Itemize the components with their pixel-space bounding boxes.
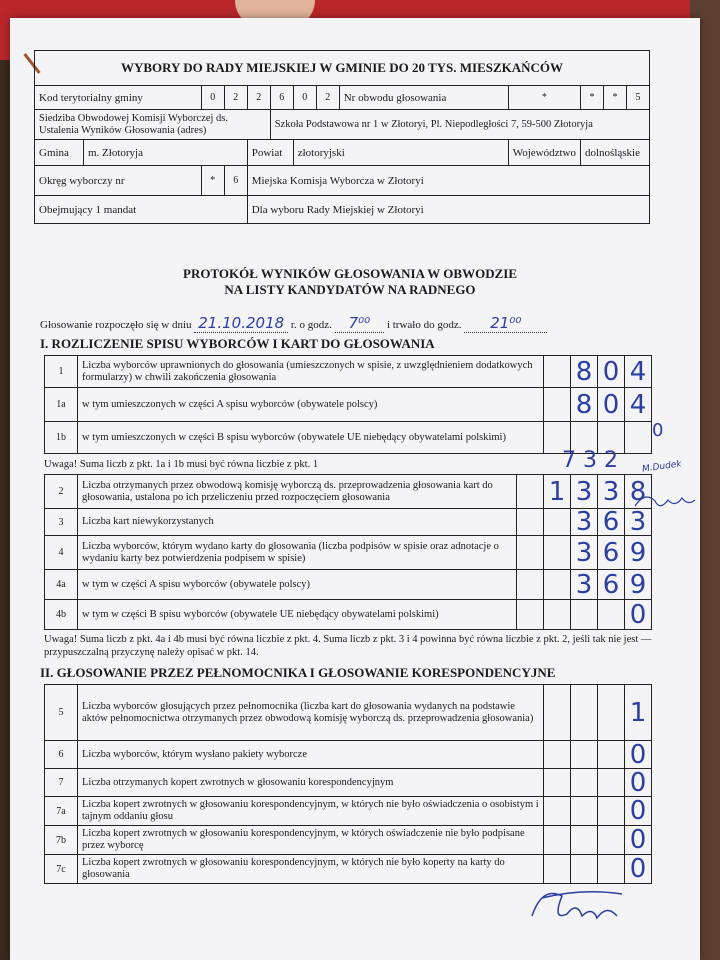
digit-box <box>544 509 571 536</box>
section2-title: II. GŁOSOWANIE PRZEZ PEŁNOMOCNIKA I GŁOSOWANIE KORESPONDENCYJNE <box>40 665 556 680</box>
digit-box <box>517 536 544 570</box>
election-title: WYBORY DO RADY MIEJSKIEJ W GMINIE DO 20 TYS. MIESZKAŃCÓW <box>35 51 650 86</box>
table-row <box>45 570 652 600</box>
digit-box: 3 <box>571 536 598 570</box>
start-prefix: Głosowanie rozpoczęło się w dniu <box>40 319 192 331</box>
digit-box: 8 <box>625 475 652 509</box>
row-number: 7a <box>45 797 78 826</box>
digit-box: 3 <box>571 509 598 536</box>
row-description: Liczba wyborców głosujących przez pełnomocnika (liczba kart do głosowania wydanych na podstawie aktów pełnomocnictwa otrzymanych przez obwodową komisję wyborczą ds. przeprowadzenia głosowania) <box>78 685 544 741</box>
row-number: 2 <box>45 475 78 509</box>
digit-box: 3 <box>598 475 625 509</box>
digit-box <box>544 388 571 422</box>
digit-box: 3 <box>571 570 598 600</box>
table-row <box>45 769 652 797</box>
table-row <box>45 388 652 422</box>
date-handwritten: 21.10.2018 <box>194 314 288 333</box>
wojewodztwo-label: Województwo <box>508 140 580 166</box>
voting-time-line <box>40 314 547 332</box>
digit-box <box>544 570 571 600</box>
digit-box <box>544 600 571 630</box>
protocol-title-line2: NA LISTY KANDYDATÓW NA RADNEGO <box>224 282 476 297</box>
digit-box: 6 <box>598 570 625 600</box>
digit-box: 6 <box>598 536 625 570</box>
digit-box <box>544 769 571 797</box>
digit-box: 6 <box>598 509 625 536</box>
okreg-label: Okręg wyborczy nr <box>35 166 202 196</box>
digit-box: 0 <box>625 769 652 797</box>
digit-box <box>544 826 571 855</box>
kod-label: Kod terytorialny gminy <box>35 86 202 110</box>
kod-digit: 0 <box>293 86 316 110</box>
siedziba-label: Siedziba Obwodowej Komisji Wyborczej ds. Ustalenia Wyników Głosowania (adres) <box>35 110 271 140</box>
table-row <box>45 826 652 855</box>
okreg-star: * <box>201 166 224 196</box>
digit-box: 8 <box>571 356 598 388</box>
side-zero-handwritten: 0 <box>652 420 664 441</box>
section1-table-a <box>44 355 652 454</box>
powiat-value: złotoryjski <box>293 140 508 166</box>
digit-box <box>544 741 571 769</box>
digit-box <box>517 509 544 536</box>
digit-box <box>517 570 544 600</box>
note-2: Uwaga! Suma liczb z pkt. 4a i 4b musi być równa liczbie z pkt. 4. Suma liczb z pkt. 3 i 4 powinna być równa liczbie z pkt. 2, jeśli tak nie jest — przypuszczalną przyczynę należy opisać w pkt. 14. <box>44 634 652 658</box>
digit-box <box>544 797 571 826</box>
digit-box: 4 <box>625 356 652 388</box>
table-row <box>45 422 652 454</box>
row-description: Liczba wyborców uprawnionych do głosowania (umieszczonych w spisie, z uwzględnieniem dodatkowych formularzy) w chwili zakończenia głosowania <box>78 356 544 388</box>
digit-box: 9 <box>625 536 652 570</box>
row-number: 7c <box>45 855 78 884</box>
table-row <box>45 741 652 769</box>
mandat-label: Obejmujący 1 mandat <box>35 196 248 224</box>
okreg-value: Miejska Komisja Wyborcza w Złotoryi <box>247 166 649 196</box>
mandat-value: Dla wyboru Rady Miejskiej w Złotoryi <box>247 196 649 224</box>
row-number: 1a <box>45 388 78 422</box>
digit-box <box>517 600 544 630</box>
digit-box: 1 <box>625 685 652 741</box>
row-number: 4a <box>45 570 78 600</box>
row-description: Liczba otrzymanych kopert zwrotnych w głosowaniu korespondencyjnym <box>78 769 544 797</box>
wojewodztwo-value: dolnośląskie <box>581 140 650 166</box>
obwod-digit: * <box>508 86 580 110</box>
row-number: 1b <box>45 422 78 454</box>
row-description: Liczba kopert zwrotnych w głosowaniu korespondencyjnym, w których nie było koperty na karty do głosowania <box>78 855 544 884</box>
end-time-handwritten: 21⁰⁰ <box>464 314 547 333</box>
table-row <box>45 475 652 509</box>
row-description: w tym umieszczonych w części B spisu wyborców (obywatele UE niebędący obywatelami polskimi) <box>78 422 544 454</box>
row-number: 7b <box>45 826 78 855</box>
table-row <box>45 536 652 570</box>
note-1: Uwaga! Suma liczb z pkt. 1a i 1b musi być równa liczbie z pkt. 1 <box>44 459 319 470</box>
kod-digit: 0 <box>201 86 224 110</box>
gmina-value: m. Złotoryja <box>84 140 248 166</box>
digit-box <box>571 741 598 769</box>
row-description: Liczba wyborców, którym wydano karty do głosowania (liczba podpisów w spisie oraz adnotacje o wydaniu karty bez potwierdzenia podpisem w spisie) <box>78 536 517 570</box>
kod-digit: 2 <box>316 86 339 110</box>
section1-title: I. ROZLICZENIE SPISU WYBORCÓW I KART DO GŁOSOWANIA <box>40 336 435 351</box>
digit-box <box>571 769 598 797</box>
digit-box: 9 <box>625 570 652 600</box>
protocol-sheet <box>10 18 700 960</box>
table-row <box>45 509 652 536</box>
row-number: 6 <box>45 741 78 769</box>
digit-box <box>571 797 598 826</box>
obwod-label: Nr obwodu głosowania <box>339 86 508 110</box>
section1-table-b <box>44 474 652 630</box>
row-number: 7 <box>45 769 78 797</box>
row-description: w tym w części B spisu wyborców (obywatele UE niebędący obywatelami polskimi) <box>78 600 517 630</box>
digit-box: 0 <box>598 388 625 422</box>
row-number: 1 <box>45 356 78 388</box>
row-number: 3 <box>45 509 78 536</box>
margin-initials-handwritten: M.Dudek <box>641 459 683 475</box>
row-description: w tym umieszczonych w części A spisu wyborców (obywatele polscy) <box>78 388 544 422</box>
row-number: 4b <box>45 600 78 630</box>
digit-box <box>598 769 625 797</box>
table-row <box>45 685 652 741</box>
digit-box <box>598 685 625 741</box>
digit-box: 4 <box>625 388 652 422</box>
digit-box <box>598 826 625 855</box>
signature-margin <box>630 486 700 516</box>
digit-box <box>571 685 598 741</box>
kod-digit: 6 <box>270 86 293 110</box>
table-row <box>45 797 652 826</box>
row-description: Liczba otrzymanych przez obwodową komisję wyborczą ds. przeprowadzenia głosowania kart do głosowania, ustalona po ich przeliczeniu przed rozpoczęciem głosowania <box>78 475 517 509</box>
correction-handwritten: 7 3 2 <box>562 448 618 473</box>
obwod-digit: 5 <box>627 86 650 110</box>
table-row <box>45 600 652 630</box>
row-description: w tym w części A spisu wyborców (obywatele polscy) <box>78 570 517 600</box>
row-number: 5 <box>45 685 78 741</box>
digit-box: 0 <box>625 600 652 630</box>
digit-box <box>517 475 544 509</box>
digit-box <box>598 797 625 826</box>
siedziba-value: Szkoła Podstawowa nr 1 w Złotoryi, Pl. Niepodległości 7, 59-500 Złotoryja <box>270 110 649 140</box>
digit-box <box>571 826 598 855</box>
digit-box <box>544 356 571 388</box>
digit-box <box>598 741 625 769</box>
digit-box <box>544 685 571 741</box>
digit-box: 0 <box>625 826 652 855</box>
row-description: Liczba kart niewykorzystanych <box>78 509 517 536</box>
table-row <box>45 356 652 388</box>
obwod-digit: * <box>581 86 604 110</box>
start-time-handwritten: 7⁰⁰ <box>335 314 385 333</box>
row-description: Liczba kopert zwrotnych w głosowaniu korespondencyjnym, w których oświadczenie nie było podpisane przez wyborcę <box>78 826 544 855</box>
kod-digit: 2 <box>224 86 247 110</box>
powiat-label: Powiat <box>247 140 293 166</box>
digit-box <box>544 536 571 570</box>
obwod-digit: * <box>604 86 627 110</box>
digit-box: 0 <box>625 741 652 769</box>
digit-box: 3 <box>625 509 652 536</box>
gmina-label: Gmina <box>35 140 84 166</box>
digit-box: 3 <box>571 475 598 509</box>
signature-bottom <box>522 876 632 936</box>
row-description: Liczba wyborców, którym wysłano pakiety wyborcze <box>78 741 544 769</box>
okreg-number: 6 <box>224 166 247 196</box>
start-mid: r. o godz. <box>290 319 332 331</box>
digit-box: 0 <box>625 797 652 826</box>
digit-box <box>598 600 625 630</box>
digit-box: 8 <box>571 388 598 422</box>
digit-box: 0 <box>625 855 652 884</box>
section2-table <box>44 684 652 884</box>
digit-box <box>571 600 598 630</box>
kod-digit: 2 <box>247 86 270 110</box>
header-table <box>34 50 650 224</box>
row-description: Liczba kopert zwrotnych w głosowaniu korespondencyjnym, w których nie było oświadczenia o osobistym i tajnym oddaniu głosu <box>78 797 544 826</box>
protocol-title-line1: PROTOKÓŁ WYNIKÓW GŁOSOWANIA W OBWODZIE <box>183 266 517 281</box>
digit-box <box>625 422 652 454</box>
row-number: 4 <box>45 536 78 570</box>
digit-box: 0 <box>598 356 625 388</box>
digit-box: 1 <box>544 475 571 509</box>
start-suffix: i trwało do godz. <box>386 319 462 331</box>
